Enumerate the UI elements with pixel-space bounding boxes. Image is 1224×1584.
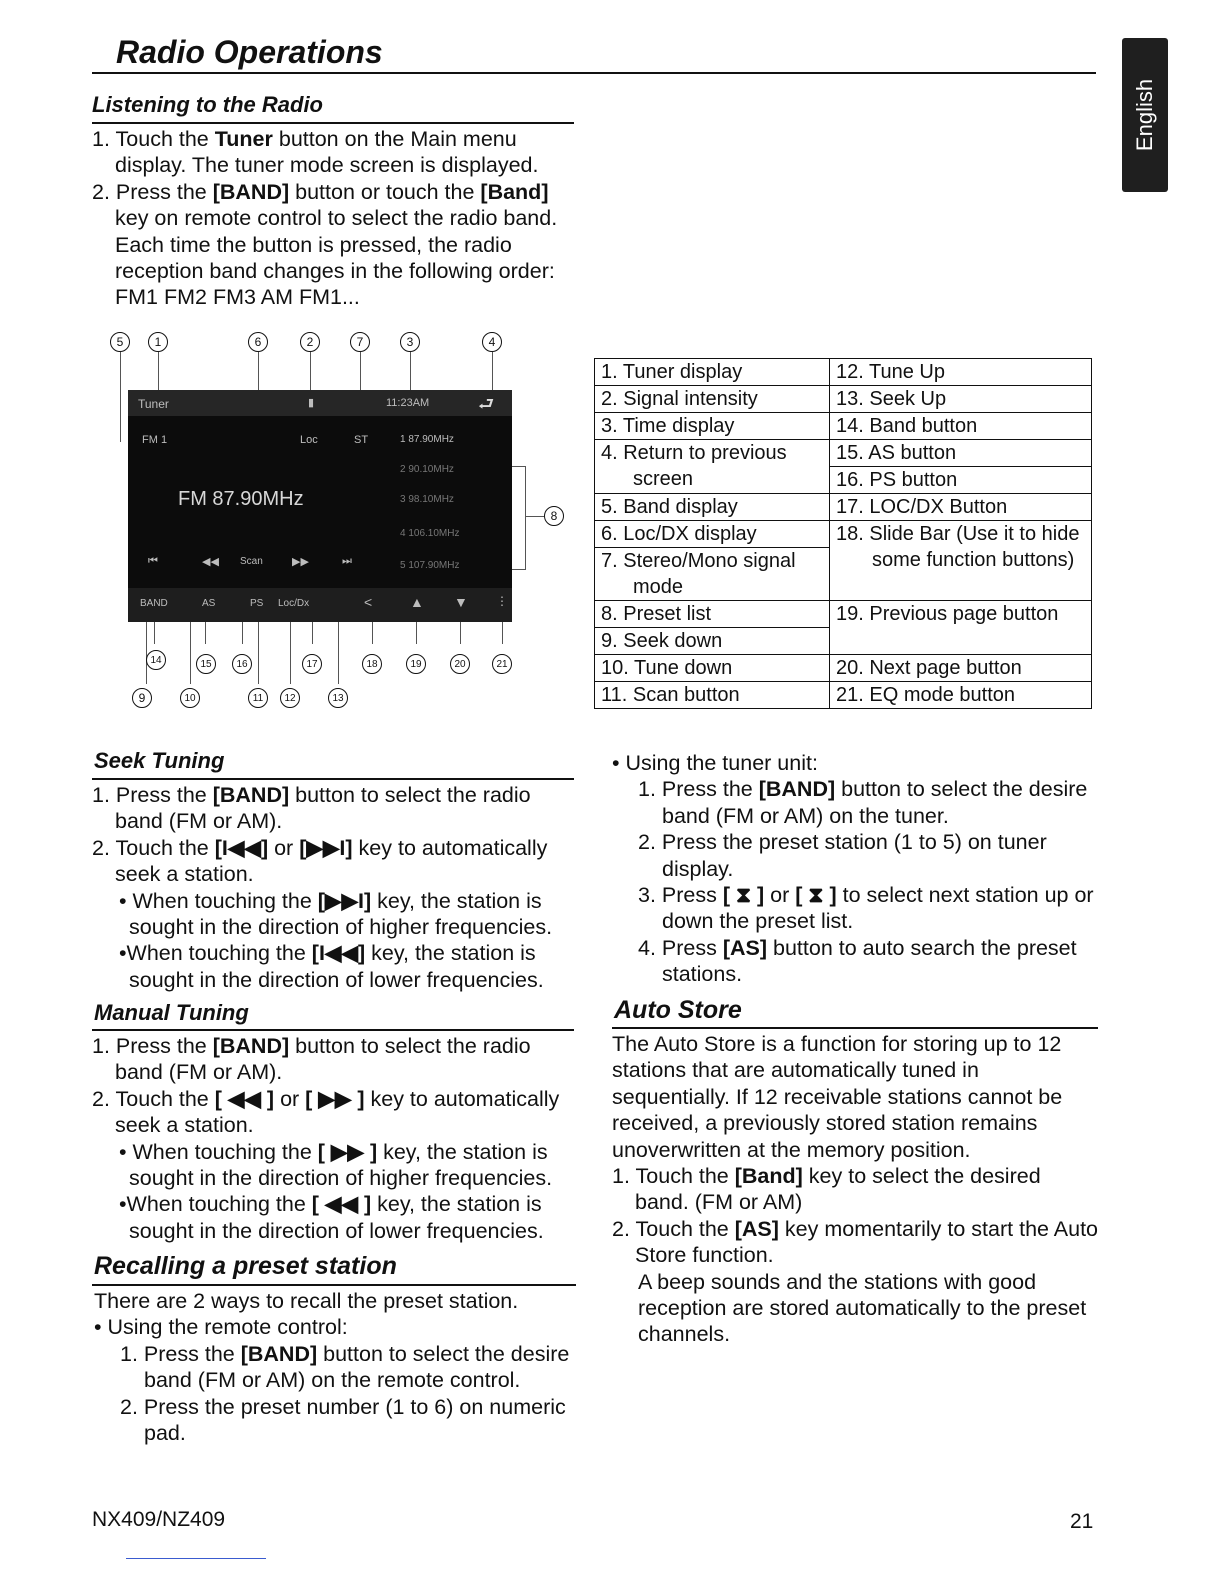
step-number: 4. bbox=[638, 935, 656, 960]
recall-step-1 bbox=[94, 1341, 580, 1394]
tune-up-key: [ ▶▶ ] bbox=[317, 1139, 378, 1164]
legend-cell: 2. Signal intensity bbox=[595, 386, 830, 413]
step-text: or bbox=[268, 835, 300, 860]
previous-page-icon: ▲ bbox=[410, 594, 424, 610]
leader-line bbox=[338, 622, 339, 684]
loc-display: Loc bbox=[300, 434, 318, 446]
bullet-text: key, the station is sought in the direction of lower frequencies. bbox=[129, 1192, 544, 1243]
legend-cell: 18. Slide Bar (Use it to hide some function buttons) bbox=[830, 521, 1092, 601]
tuner-step-1 bbox=[612, 776, 1104, 829]
step-text: key to automatically seek a station. bbox=[115, 1086, 560, 1138]
listening-heading: Listening to the Radio bbox=[92, 92, 323, 117]
band-key-term: [Band] bbox=[734, 1164, 803, 1189]
step-text: Press bbox=[655, 883, 723, 908]
leader-line bbox=[258, 622, 259, 684]
callout: 14 bbox=[146, 650, 166, 670]
legend-cell: 20. Next page button bbox=[830, 655, 1092, 682]
step-text: Touch the bbox=[635, 1216, 735, 1241]
preset-item: 2 90.10MHz bbox=[400, 464, 454, 475]
step-text: Touch the bbox=[115, 127, 215, 151]
locdx-button: Loc/Dx bbox=[278, 598, 310, 609]
callout: 1 bbox=[148, 332, 168, 352]
leader-line bbox=[290, 622, 291, 684]
leader-line bbox=[372, 622, 373, 644]
bullet-text: key, the station is sought in the direction of higher frequencies. bbox=[129, 888, 553, 940]
step-text: Press the bbox=[115, 1034, 213, 1058]
step-number: 1. bbox=[92, 1034, 110, 1058]
table-row bbox=[595, 655, 1092, 682]
leader-line bbox=[154, 622, 155, 644]
auto-store-step-1 bbox=[612, 1163, 1098, 1216]
callout: 3 bbox=[400, 332, 420, 352]
manual-steps bbox=[92, 1033, 578, 1244]
legend-cell: 6. Loc/DX display bbox=[595, 521, 830, 548]
step-text: to select next station up or down the preset list. bbox=[662, 883, 1094, 934]
auto-store-step-2 bbox=[612, 1216, 1098, 1269]
callout: 5 bbox=[110, 332, 130, 352]
band-term: [BAND] bbox=[212, 783, 290, 807]
step-number: 1. bbox=[638, 777, 656, 802]
step-text: button to select the radio band (FM or AM). bbox=[115, 783, 531, 834]
step-number: 1. bbox=[92, 127, 110, 151]
band-term: [BAND] bbox=[758, 777, 836, 802]
callout: 19 bbox=[406, 654, 426, 674]
step-number: 3. bbox=[638, 883, 656, 908]
seek-step-1 bbox=[92, 782, 578, 835]
band-button: BAND bbox=[140, 598, 168, 609]
listening-steps bbox=[92, 126, 574, 311]
auto-store-rule bbox=[612, 1027, 1098, 1029]
step-text: Touch the bbox=[115, 835, 215, 860]
tune-up-icon: ▶▶ bbox=[292, 556, 309, 568]
band-term: [BAND] bbox=[212, 179, 290, 204]
band-term: [BAND] bbox=[240, 1341, 318, 1366]
legend-cell: 17. LOC/DX Button bbox=[830, 494, 1092, 521]
step-text: Touch the bbox=[635, 1164, 735, 1189]
callout: 12 bbox=[280, 688, 300, 708]
manual-heading: Manual Tuning bbox=[94, 1000, 249, 1025]
next-page-key: [ ⧗ ] bbox=[795, 883, 837, 908]
callout: 16 bbox=[232, 654, 252, 674]
step-number: 1. bbox=[92, 783, 110, 807]
seek-step-2 bbox=[92, 835, 578, 888]
tune-down-key: [ ◀◀ ] bbox=[214, 1086, 275, 1111]
callout: 9 bbox=[132, 688, 152, 708]
step-text: Touch the bbox=[115, 1086, 215, 1111]
legend-cell: 3. Time display bbox=[595, 413, 830, 440]
legend-cell: 5. Band display bbox=[595, 494, 830, 521]
remote-bullet: • Using the remote control: bbox=[94, 1315, 348, 1340]
bullet-text: key, the station is sought in the direction of lower frequencies. bbox=[129, 941, 544, 992]
step-text: or bbox=[274, 1086, 306, 1111]
table-row bbox=[595, 682, 1092, 709]
leader-line bbox=[205, 622, 206, 644]
callout: 13 bbox=[328, 688, 348, 708]
bullet-text: •When touching the bbox=[119, 1192, 312, 1217]
recall-rule bbox=[92, 1284, 576, 1286]
bullet-text: key, the station is sought in the direction of higher frequencies. bbox=[129, 1139, 553, 1191]
recall-step-2 bbox=[94, 1394, 580, 1447]
leader-line bbox=[242, 622, 243, 644]
footer-rule bbox=[126, 1558, 266, 1559]
manual-step-1 bbox=[92, 1033, 578, 1086]
legend-cell: 13. Seek Up bbox=[830, 386, 1092, 413]
seek-down-key: [I◀◀] bbox=[311, 941, 366, 966]
step-text: Press the bbox=[661, 777, 759, 802]
seek-heading: Seek Tuning bbox=[94, 748, 225, 773]
legend-cell: 12. Tune Up bbox=[830, 359, 1092, 386]
legend-cell: 16. PS button bbox=[830, 467, 1092, 494]
tune-up-key: [ ▶▶ ] bbox=[305, 1086, 365, 1111]
listening-step-2 bbox=[92, 179, 574, 311]
manual-bullet-1 bbox=[92, 1139, 578, 1192]
legend-cell: 9. Seek down bbox=[595, 628, 830, 655]
step-number: 1. bbox=[120, 1341, 138, 1366]
step-number: 2. bbox=[92, 179, 110, 204]
step-text: Press the preset number (1 to 6) on numeric pad. bbox=[143, 1394, 566, 1446]
step-number: 2. bbox=[120, 1394, 138, 1419]
preset-item: 3 98.10MHz bbox=[400, 494, 454, 505]
legend-cell: 7. Stereo/Mono signal mode bbox=[595, 548, 830, 601]
table-row bbox=[595, 601, 1092, 628]
step-text: button on the Main menu display. The tuner mode screen is displayed. bbox=[115, 127, 539, 178]
table-row bbox=[595, 521, 1092, 548]
callout: 2 bbox=[300, 332, 320, 352]
step-text: Press the preset station (1 to 5) on tuner display. bbox=[661, 830, 1047, 881]
seek-rule bbox=[92, 778, 574, 780]
step-text: Press the bbox=[143, 1341, 241, 1366]
callout: 18 bbox=[362, 654, 382, 674]
callout: 7 bbox=[350, 332, 370, 352]
manual-bullet-2 bbox=[92, 1191, 578, 1244]
recall-body bbox=[94, 1288, 580, 1446]
band-term: [BAND] bbox=[212, 1034, 290, 1058]
step-text: button or touch the bbox=[289, 179, 481, 204]
legend-cell: 8. Preset list bbox=[595, 601, 830, 628]
tuner-unit-body bbox=[612, 750, 1104, 988]
leader-line bbox=[120, 352, 121, 442]
callout: 6 bbox=[248, 332, 268, 352]
manual-step-2 bbox=[92, 1086, 578, 1139]
ps-button: PS bbox=[250, 598, 264, 609]
seek-down-key: [I◀◀] bbox=[214, 835, 269, 860]
step-text: button to select the desire band (FM or AM) on the remote control. bbox=[144, 1341, 570, 1393]
bullet-text: • When touching the bbox=[119, 888, 318, 913]
callout: 21 bbox=[492, 654, 512, 674]
frequency-display: FM 87.90MHz bbox=[178, 488, 304, 510]
slide-bar-icon: < bbox=[364, 594, 373, 610]
tuner-label: Tuner bbox=[138, 397, 169, 411]
tuner-step-2 bbox=[612, 829, 1104, 882]
legend-cell: 1. Tuner display bbox=[595, 359, 830, 386]
step-text: or bbox=[764, 883, 796, 908]
table-row bbox=[595, 413, 1092, 440]
auto-store-heading: Auto Store bbox=[614, 996, 742, 1024]
signal-icon: ▮ bbox=[308, 397, 315, 409]
legend-cell: 11. Scan button bbox=[595, 682, 830, 709]
legend-cell: 10. Tune down bbox=[595, 655, 830, 682]
as-term: [AS] bbox=[722, 935, 768, 960]
eq-icon: ⋮ bbox=[496, 594, 508, 608]
tune-down-icon: ◀◀ bbox=[202, 556, 219, 568]
preset-item: 1 87.90MHz bbox=[400, 434, 454, 445]
bullet-text: •When touching the bbox=[119, 941, 312, 966]
step-number: 2. bbox=[92, 835, 110, 860]
seek-up-key: [▶▶I] bbox=[299, 835, 353, 860]
step-text: button to auto search the preset stations. bbox=[662, 935, 1077, 987]
leader-line bbox=[146, 622, 147, 684]
callout: 11 bbox=[248, 688, 268, 708]
leader-line bbox=[416, 622, 417, 644]
callout: 10 bbox=[180, 688, 200, 708]
legend-cell: 4. Return to previous screen bbox=[595, 440, 830, 494]
previous-page-key: [ ⧗ ] bbox=[722, 883, 765, 908]
page-number: 21 bbox=[1070, 1510, 1094, 1533]
step-text: key on remote control to select the radio band. Each time the button is pressed, the radio reception band changes in the following order: FM1 FM2 FM3 AM FM1... bbox=[115, 206, 558, 310]
legend-cell: 19. Previous page button bbox=[830, 601, 1092, 655]
time-display: 11:23AM bbox=[386, 397, 430, 409]
preset-item: 5 107.90MHz bbox=[400, 560, 460, 571]
page-title: Radio Operations bbox=[116, 34, 383, 70]
as-button: AS bbox=[202, 598, 216, 609]
band-display: FM 1 bbox=[142, 434, 168, 446]
model-number: NX409/NZ409 bbox=[92, 1508, 226, 1531]
step-text: key to select the desired band. (FM or AM) bbox=[635, 1164, 1041, 1215]
title-rule bbox=[92, 72, 1096, 74]
auto-store-body bbox=[612, 1031, 1098, 1348]
callout: 20 bbox=[450, 654, 470, 674]
listening-rule bbox=[92, 122, 574, 124]
leader-line bbox=[502, 622, 503, 644]
tuner-unit-bullet: • Using the tuner unit: bbox=[612, 751, 818, 775]
manual-rule bbox=[92, 1029, 574, 1031]
auto-store-intro: The Auto Store is a function for storing up to 12 stations that are automatically tuned in sequentially. If 12 receivable stations cannot be received, a previously stored station remains unoverwritten at the memory position. bbox=[612, 1032, 1063, 1162]
callout: 4 bbox=[482, 332, 502, 352]
preset-item: 4 106.10MHz bbox=[400, 528, 460, 539]
leader-line bbox=[526, 516, 544, 517]
leader-line bbox=[312, 622, 313, 644]
listening-step-1 bbox=[92, 126, 574, 179]
callout: 15 bbox=[196, 654, 216, 674]
leader-line bbox=[460, 622, 461, 644]
seek-bullet-1 bbox=[92, 888, 578, 941]
stereo-display: ST bbox=[354, 434, 369, 446]
seek-up-icon: ⏭ bbox=[342, 555, 352, 567]
recall-intro: There are 2 ways to recall the preset station. bbox=[94, 1289, 519, 1313]
step-number: 2. bbox=[612, 1216, 630, 1241]
seek-up-key: [▶▶I] bbox=[317, 888, 372, 913]
callout: 17 bbox=[302, 654, 322, 674]
bullet-text: • When touching the bbox=[119, 1139, 318, 1164]
step-text: Press bbox=[661, 935, 723, 960]
table-row bbox=[595, 386, 1092, 413]
step-number: 2. bbox=[638, 830, 656, 855]
tuner-term: Tuner bbox=[214, 127, 273, 151]
language-tab bbox=[1122, 38, 1168, 192]
tune-down-key: [ ◀◀ ] bbox=[311, 1192, 372, 1217]
step-text: key to automatically seek a station. bbox=[115, 835, 548, 887]
table-row bbox=[595, 440, 1092, 467]
seek-down-icon: ⏮ bbox=[148, 555, 158, 567]
recall-heading: Recalling a preset station bbox=[94, 1252, 397, 1280]
tuner-step-3 bbox=[612, 882, 1104, 935]
table-row bbox=[595, 359, 1092, 386]
legend-cell: 15. AS button bbox=[830, 440, 1092, 467]
step-number: 1. bbox=[612, 1164, 630, 1189]
seek-steps bbox=[92, 782, 578, 993]
step-number: 2. bbox=[92, 1086, 110, 1111]
legend-cell: 21. EQ mode button bbox=[830, 682, 1092, 709]
legend-table bbox=[594, 358, 1092, 709]
tuner-step-4 bbox=[612, 935, 1104, 988]
step-text: Press the bbox=[115, 783, 213, 807]
leader-line bbox=[190, 622, 191, 684]
seek-bullet-2 bbox=[92, 940, 578, 993]
next-page-icon: ▼ bbox=[454, 594, 468, 610]
step-text: button to select the desire band (FM or AM) on the tuner. bbox=[662, 777, 1088, 828]
legend-cell: 14. Band button bbox=[830, 413, 1092, 440]
auto-store-note: A beep sounds and the stations with good reception are stored automatically to the preset channels. bbox=[638, 1269, 1087, 1347]
table-row bbox=[595, 494, 1092, 521]
band-key-term: [Band] bbox=[480, 179, 549, 204]
as-term: [AS] bbox=[734, 1216, 779, 1241]
scan-button: Scan bbox=[240, 556, 263, 567]
step-text: key momentarily to start the Auto Store function. bbox=[635, 1216, 1098, 1268]
return-icon: ⮐ bbox=[478, 394, 495, 414]
language-tab-label: English bbox=[1132, 78, 1157, 152]
callout: 8 bbox=[544, 506, 564, 526]
tuner-screen bbox=[128, 390, 512, 622]
step-text: button to select the radio band (FM or AM). bbox=[115, 1034, 531, 1085]
step-text: Press the bbox=[115, 179, 213, 204]
preset-bracket bbox=[512, 466, 526, 570]
